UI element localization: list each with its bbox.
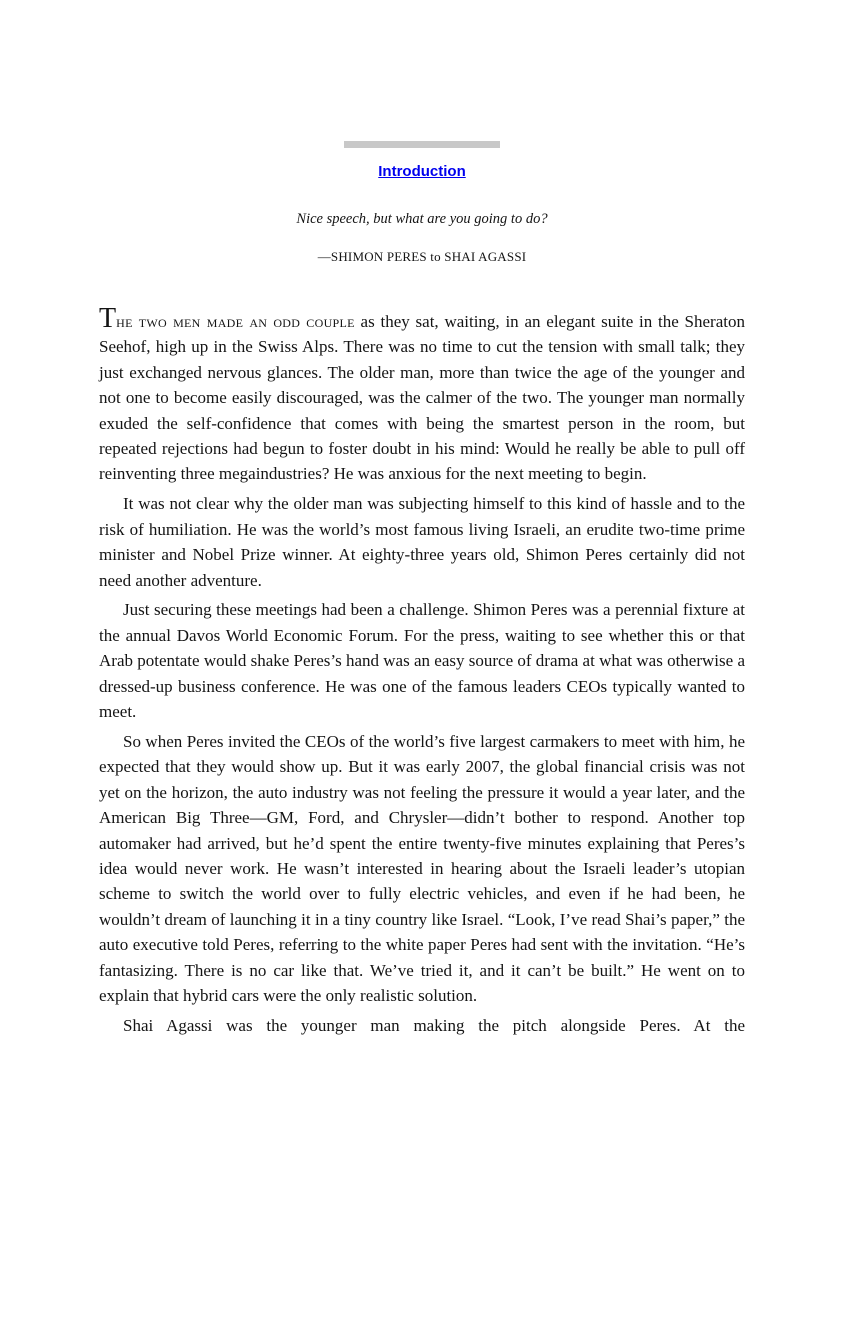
chapter-heading-row — [99, 163, 745, 181]
epigraph: Nice speech, but what are you going to do? — [296, 211, 548, 227]
lead-smallcaps: he two men made an odd couple — [116, 312, 355, 331]
epigraph-attribution: —SHIMON PERES to SHAI AGASSI — [317, 249, 527, 264]
paragraph-5: Shai Agassi was the younger man making the pitch alongside Peres. At the — [123, 1015, 745, 1035]
paragraph-3: Just securing these meetings had been a challenge. Shimon Peres was a perennial fixture at the annual Davos World Economic Forum. For the press, waiting to see whether this or that Arab potentate would shake Peres’s hand was an easy source of drama at what was otherwise a dressed-up business conference. He was one of the famous leaders CEOs typically wanted to meet. — [99, 600, 745, 722]
paragraph-1-text: as they sat, waiting, in an elegant suite in the Sheraton Seehof, high up in the Swiss Alps. There was no time to cut the tension with small talk; they just exchanged nervous glances. The older man, more than twice the age of the younger and not one to become easily discouraged, was the calmer of the two. The younger man normally exuded the self-confidence that comes with being the smartest person in the room, but repeated rejections had begun to foster doubt in his mind: Would he really be able to pull off reinventing three megaindustries? He was anxious for the next meeting to begin. — [99, 312, 745, 484]
paragraph-4: So when Peres invited the CEOs of the world’s five largest carmakers to meet with him, he expected that they would show up. But it was early 2007, the global financial crisis was not yet on the horizon, the auto industry was not feeling the pressure it would a year later, and the American Big Three—GM, Ford, and Chrysler—didn’t bother to respond. Another top automaker had arrived, but he’d spent the entire twenty-five minutes explaining that Peres’s idea would never work. He wasn’t interested in hearing about the Israeli leader’s utopian scheme to switch the world over to fully electric vehicles, and even if he had been, he wouldn’t dream of launching it in a tiny country like Israel. “Look, I’ve read Shai’s paper,” the auto executive told Peres, referring to the white paper Peres had sent with the invitation. “He’s fantasizing. There is no car like that. We’ve tried it, and it can’t be built.” He went on to explain that hybrid cars were the only realistic solution. — [99, 732, 745, 1006]
chapter-divider-bar — [344, 141, 500, 148]
lead-capital: T — [99, 303, 117, 334]
introduction-chapter-link[interactable]: Introduction — [378, 163, 466, 180]
paragraph-1 — [99, 303, 745, 487]
paragraph-2: It was not clear why the older man was subjecting himself to this kind of hassle and to the risk of humiliation. He was the world’s most famous living Israeli, an erudite two-time prime minister and Nobel Prize winner. At eighty-three years old, Shimon Peres certainly did not need another adventure. — [99, 494, 745, 590]
reader-page — [0, 141, 844, 1038]
body-text — [99, 303, 745, 1038]
